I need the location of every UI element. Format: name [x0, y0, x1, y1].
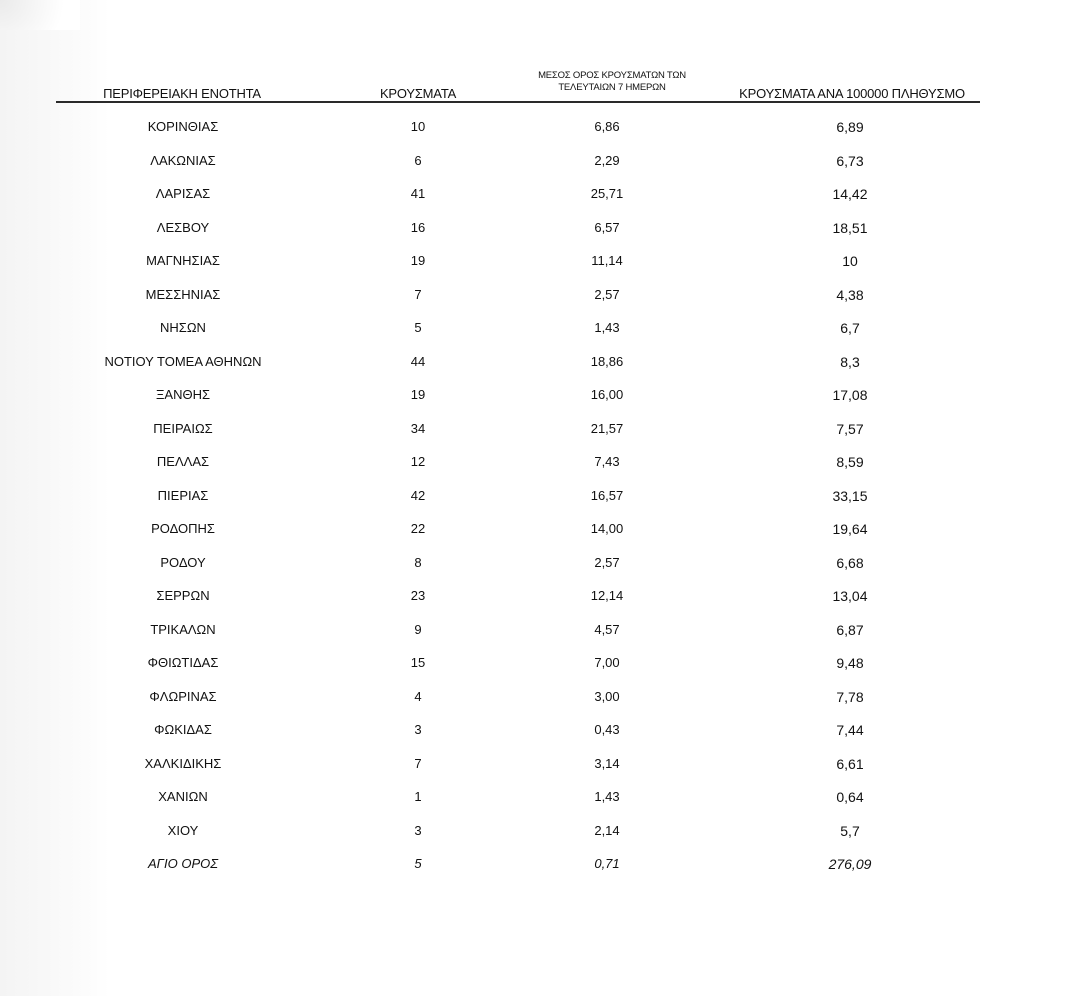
table-row	[0, 311, 1080, 345]
table-row	[0, 445, 1080, 479]
cell-seven-day-average: 21,57	[590, 420, 624, 436]
table-row	[0, 546, 1080, 580]
table-row	[0, 177, 1080, 211]
header-avg-line1: ΜΕΣΟΣ ΟΡΟΣ ΚΡΟΥΣΜΑΤΩΝ ΤΩΝ	[538, 70, 686, 81]
cell-region: ΡΟΔΟΠΗΣ	[151, 521, 215, 536]
cell-cases: 5	[414, 856, 422, 871]
table-row	[0, 378, 1080, 412]
cell-seven-day-average: 1,43	[594, 789, 620, 804]
cell-cases-per-100k: 7,57	[836, 420, 864, 437]
table-row	[0, 144, 1080, 178]
cell-seven-day-average: 7,43	[594, 454, 620, 469]
table-row	[0, 345, 1080, 379]
cell-cases: 22	[410, 521, 426, 536]
cell-cases: 34	[410, 420, 426, 436]
cell-region: ΠΕΙΡΑΙΩΣ	[153, 420, 213, 436]
table-row	[0, 110, 1080, 144]
table-row	[0, 847, 1080, 881]
cell-cases: 3	[414, 722, 422, 737]
cell-cases-per-100k: 6,73	[836, 152, 864, 169]
cell-cases: 9	[414, 621, 422, 637]
table-row	[0, 747, 1080, 781]
cell-region: ΛΑΚΩΝΙΑΣ	[150, 152, 216, 168]
table-body	[0, 110, 1080, 881]
cell-seven-day-average: 4,57	[594, 621, 620, 637]
cell-cases-per-100k: 7,78	[836, 688, 864, 705]
cell-cases-per-100k: 7,44	[836, 722, 864, 738]
cell-seven-day-average: 7,00	[594, 655, 620, 670]
cell-seven-day-average: 2,57	[594, 286, 620, 302]
cell-cases-per-100k: 6,61	[836, 755, 864, 772]
table-row	[0, 211, 1080, 245]
cell-region: ΝΟΤΙΟΥ ΤΟΜΕΑ ΑΘΗΝΩΝ	[104, 353, 262, 369]
cell-region: ΧΙΟΥ	[167, 822, 199, 838]
cell-cases: 7	[414, 755, 422, 771]
cell-cases-per-100k: 17,08	[832, 387, 868, 403]
cell-cases: 1	[414, 789, 422, 804]
cell-cases: 19	[410, 387, 426, 402]
cell-seven-day-average: 12,14	[590, 588, 624, 603]
table-row	[0, 814, 1080, 848]
cell-seven-day-average: 2,57	[594, 554, 620, 570]
cell-cases: 44	[410, 353, 426, 369]
cell-seven-day-average: 16,57	[590, 487, 624, 503]
table-row	[0, 780, 1080, 814]
cell-cases-per-100k: 13,04	[832, 588, 868, 604]
cell-region: ΠΕΛΛΑΣ	[156, 454, 210, 469]
cell-seven-day-average: 6,86	[594, 119, 620, 134]
cell-seven-day-average: 3,14	[594, 755, 620, 771]
scan-corner-shadow	[0, 0, 80, 30]
cell-region: ΛΑΡΙΣΑΣ	[155, 186, 211, 201]
cell-seven-day-average: 2,14	[594, 822, 620, 838]
cell-cases-per-100k: 33,15	[832, 487, 868, 504]
cell-region: ΝΗΣΩΝ	[160, 320, 206, 335]
table-row	[0, 613, 1080, 647]
table-row	[0, 412, 1080, 446]
cell-cases-per-100k: 276,09	[828, 856, 872, 872]
cell-cases: 8	[414, 554, 422, 570]
cell-cases: 19	[410, 253, 426, 268]
cell-region: ΣΕΡΡΩΝ	[156, 588, 210, 603]
cell-cases: 42	[410, 487, 426, 503]
cell-region: ΦΩΚΙΔΑΣ	[154, 722, 212, 737]
cell-cases: 7	[414, 286, 422, 302]
cell-cases-per-100k: 6,87	[836, 621, 864, 638]
table-row	[0, 579, 1080, 613]
cell-region: ΞΑΝΘΗΣ	[155, 387, 211, 402]
cell-region: ΜΑΓΝΗΣΙΑΣ	[146, 253, 220, 268]
table-row	[0, 713, 1080, 747]
cell-region: ΑΓΙΟ ΟΡΟΣ	[147, 856, 219, 871]
cell-seven-day-average: 2,29	[594, 152, 620, 168]
cell-seven-day-average: 16,00	[590, 387, 624, 402]
cell-seven-day-average: 0,43	[594, 722, 620, 737]
cell-seven-day-average: 11,14	[591, 253, 623, 268]
cell-cases-per-100k: 5,7	[840, 822, 860, 839]
cell-cases: 5	[414, 320, 422, 335]
cell-seven-day-average: 14,00	[590, 521, 624, 536]
cell-cases-per-100k: 0,64	[836, 789, 864, 805]
cell-cases-per-100k: 19,64	[832, 521, 868, 537]
cell-region: ΦΛΩΡΙΝΑΣ	[149, 688, 217, 704]
cell-seven-day-average: 25,71	[590, 186, 624, 201]
cell-cases-per-100k: 8,3	[840, 353, 860, 370]
cell-seven-day-average: 0,71	[594, 856, 620, 871]
table-row	[0, 278, 1080, 312]
table-row	[0, 479, 1080, 513]
cell-cases: 6	[414, 152, 422, 168]
cell-cases: 23	[410, 588, 426, 603]
header-cases: ΚΡΟΥΣΜΑΤΑ	[379, 86, 457, 101]
cell-region: ΚΟΡΙΝΘΙΑΣ	[147, 119, 219, 134]
cell-cases: 12	[410, 454, 426, 469]
cell-region: ΡΟΔΟΥ	[160, 554, 206, 570]
cell-cases: 3	[414, 822, 422, 838]
cell-cases-per-100k: 6,89	[836, 119, 864, 135]
header-avg-line2: ΤΕΛΕΥΤΑΙΩΝ 7 ΗΜΕΡΩΝ	[558, 82, 666, 93]
table-row	[0, 646, 1080, 680]
table-row	[0, 680, 1080, 714]
cell-seven-day-average: 3,00	[594, 688, 620, 704]
cell-region: ΧΑΛΚΙΔΙΚΗΣ	[144, 755, 222, 771]
cell-cases-per-100k: 14,42	[832, 186, 868, 202]
cell-cases: 4	[414, 688, 422, 704]
cell-cases-per-100k: 9,48	[836, 655, 864, 671]
header-cases-per-100k: ΚΡΟΥΣΜΑΤΑ ΑΝΑ 100000 ΠΛΗΘΥΣΜΟ	[739, 86, 965, 101]
cell-seven-day-average: 18,86	[590, 353, 624, 369]
cell-cases: 10	[410, 119, 426, 134]
cell-cases: 16	[410, 219, 426, 235]
table-header	[0, 60, 1080, 102]
cell-seven-day-average: 6,57	[594, 219, 620, 235]
cell-seven-day-average: 1,43	[594, 320, 620, 335]
header-region: ΠΕΡΙΦΕΡΕΙΑΚΗ ΕΝΟΤΗΤΑ	[103, 86, 261, 101]
cell-region: ΜΕΣΣΗΝΙΑΣ	[145, 286, 221, 302]
table-row	[0, 244, 1080, 278]
cell-cases-per-100k: 6,7	[840, 320, 860, 336]
cell-cases-per-100k: 18,51	[832, 219, 868, 236]
header-underline	[56, 101, 980, 103]
cell-cases-per-100k: 4,38	[836, 286, 864, 303]
cell-cases: 15	[410, 655, 426, 670]
cell-region: ΠΙΕΡΙΑΣ	[157, 487, 209, 503]
cell-cases-per-100k: 6,68	[836, 554, 864, 571]
cell-region: ΧΑΝΙΩΝ	[158, 789, 208, 804]
header-seven-day-average	[497, 70, 727, 94]
cell-cases: 41	[410, 186, 426, 201]
cell-cases-per-100k: 10	[842, 253, 858, 269]
table-row	[0, 512, 1080, 546]
cell-region: ΤΡΙΚΑΛΩΝ	[150, 621, 216, 637]
cell-cases-per-100k: 8,59	[836, 454, 864, 470]
cell-region: ΦΘΙΩΤΙΔΑΣ	[147, 655, 219, 670]
cell-region: ΛΕΣΒΟΥ	[156, 219, 210, 235]
